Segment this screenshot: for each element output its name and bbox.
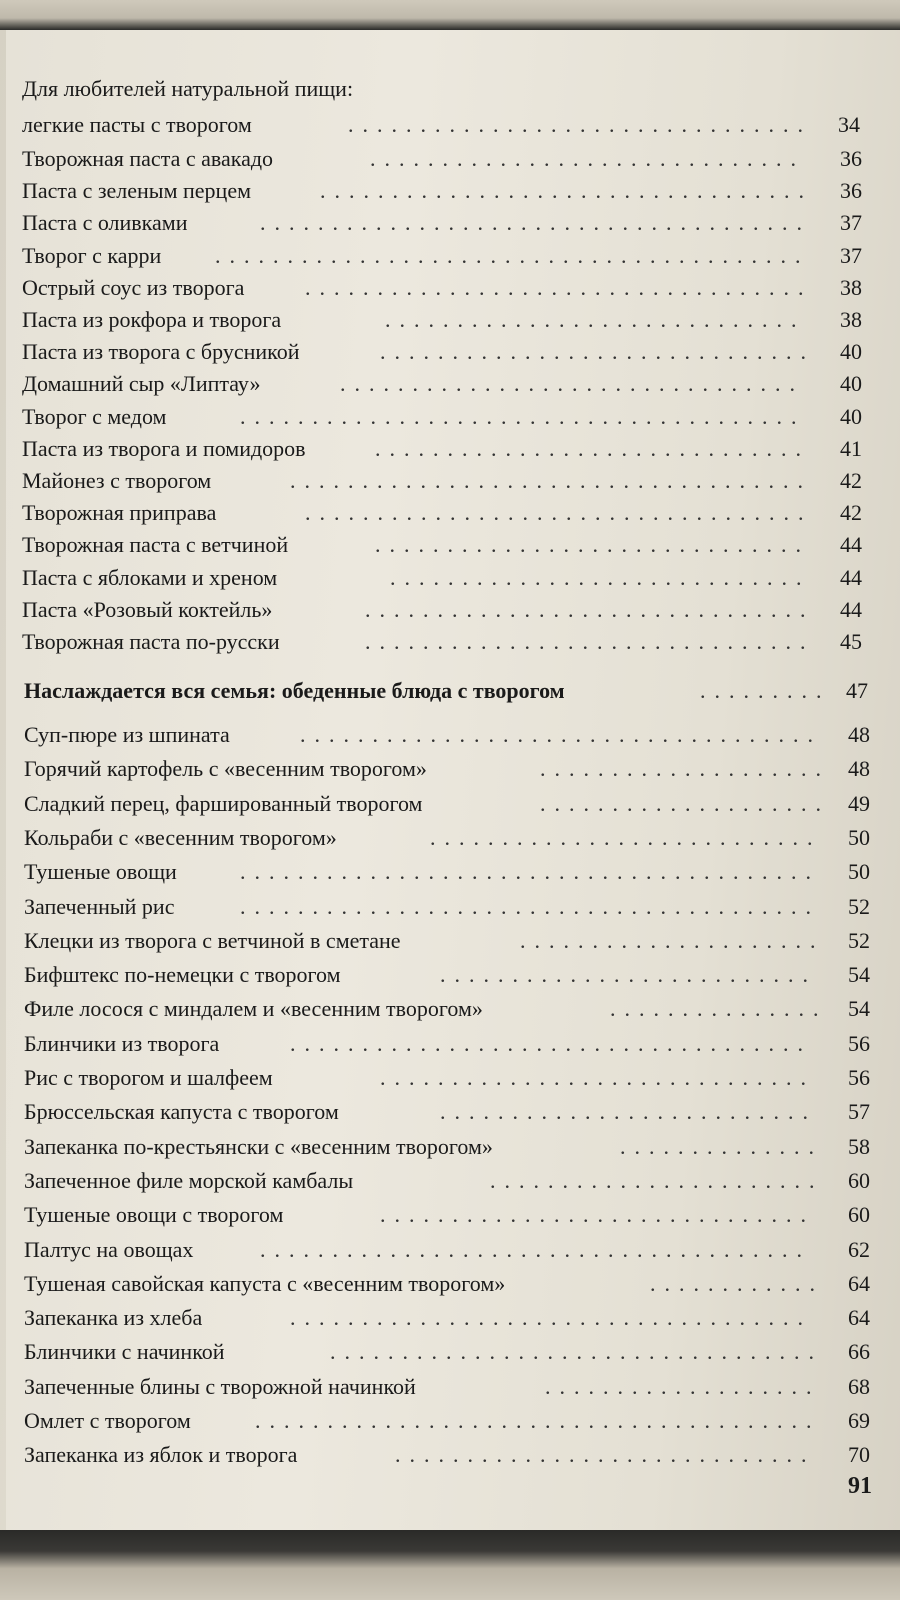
section-1-heading-line1-title: Для любителей натуральной пищи: [22,76,354,101]
toc-entry-page: 42 [840,500,862,525]
toc-entry-page: 48 [848,756,870,781]
leader-dots: ................................ [340,371,804,396]
toc-entry-title: Запеканка из яблок и творога [24,1442,298,1467]
toc-entry [0,625,900,659]
toc-entry [0,464,900,498]
leader-dots: .......................... [440,1099,817,1124]
toc-entry [0,174,900,208]
toc-entry [0,303,900,337]
toc-entry-title: Рис с творогом и шалфеем [24,1065,273,1090]
toc-entry [0,752,900,786]
toc-entry-title: Блинчики с начинкой [24,1339,225,1364]
toc-entry-page: 38 [840,275,862,300]
toc-entry-title: Творожная приправа [22,500,217,525]
toc-entry [0,890,900,924]
toc-entry-page: 50 [848,825,870,850]
toc-entry-title: Брюссельская капуста с творогом [24,1099,339,1124]
leader-dots: .................... [540,791,830,816]
toc-entry-page: 44 [840,565,862,590]
toc-entry [0,1438,900,1472]
toc-entry [0,1404,900,1438]
toc-entry-page: 62 [848,1237,870,1262]
toc-entry [0,593,900,627]
toc-entry-title: Филе лосося с миндалем и «весенним творогом» [24,996,483,1021]
section-2-heading-page: 47 [846,678,868,703]
leader-dots: .................... [540,756,830,781]
leader-dots: .................................... [290,1305,812,1330]
toc-entry-page: 56 [848,1031,870,1056]
leader-dots: ........................................ [240,894,820,919]
leader-dots: ......... [700,678,831,703]
toc-entry [0,271,900,305]
toc-entry [0,335,900,369]
toc-entry [0,1061,900,1095]
toc-entry-title: Бифштекс по-немецки с творогом [24,962,341,987]
toc-entry [0,1233,900,1267]
toc-entry-page: 38 [840,307,862,332]
leader-dots: .............. [620,1134,823,1159]
leader-dots: ....................................... [240,404,806,429]
toc-entry [0,1335,900,1369]
toc-entry-title: Творог с карри [22,243,162,268]
toc-entry-title: Запеченный рис [24,894,175,919]
leader-dots: ................................ [348,112,812,137]
toc-entry-page: 36 [840,146,862,171]
toc-entry-title: Паста из творога с брусникой [22,339,300,364]
toc-entry [0,718,900,752]
toc-entry [0,855,900,889]
toc-entry-page: 42 [840,468,862,493]
toc-entry-title: Творожная паста с ветчиной [22,532,289,557]
toc-entry [0,1198,900,1232]
toc-entry [0,496,900,530]
toc-entry [0,239,900,273]
toc-entry-page: 50 [848,859,870,884]
leader-dots: .......................... [440,962,817,987]
toc-entry-page: 64 [848,1305,870,1330]
leader-dots: ................................... [305,500,813,525]
leader-dots: ............................. [390,565,811,590]
toc-entry-page: 40 [840,339,862,364]
toc-entry-title: Домашний сыр «Липтау» [22,371,261,396]
section-1-heading-page: 34 [838,112,860,137]
leader-dots: ............................... [365,629,815,654]
leader-dots: ........................... [430,825,822,850]
toc-entry-title: Суп-пюре из шпината [24,722,230,747]
toc-entry-title: Омлет с творогом [24,1408,191,1433]
leader-dots: ......................................... [215,243,810,268]
toc-entry-title: Паста из творога и помидоров [22,436,306,461]
leader-dots: ............................... [365,597,815,622]
toc-entry [0,1027,900,1061]
toc-entry-title: Запеченные блины с творожной начинкой [24,1374,416,1399]
toc-entry [0,400,900,434]
toc-entry-title: Острый соус из творога [22,275,245,300]
page-number: 91 [848,1473,872,1499]
toc-entry-page: 52 [848,928,870,953]
toc-entry [0,1370,900,1404]
toc-entry-page: 58 [848,1134,870,1159]
leader-dots: ............... [610,996,828,1021]
toc-entry [0,1267,900,1301]
toc-entry [0,1130,900,1164]
toc-entry-title: Палтус на овощах [24,1237,194,1262]
toc-entry-page: 66 [848,1339,870,1364]
section-1-heading-title: легкие пасты с творогом [22,112,252,137]
leader-dots: ............................. [385,307,806,332]
leader-dots: .................................... [290,1031,812,1056]
toc-entry [0,821,900,855]
toc-entry [0,1164,900,1198]
toc-entry-title: Тушеные овощи с творогом [24,1202,284,1227]
toc-entry-page: 48 [848,722,870,747]
toc-entry-page: 69 [848,1408,870,1433]
toc-entry [0,206,900,240]
toc-entry [0,992,900,1026]
leader-dots: ............ [650,1271,824,1296]
leader-dots: .............................. [375,532,810,557]
toc-entry-title: Творожная паста по-русски [22,629,280,654]
toc-entry [0,924,900,958]
toc-entry-page: 37 [840,210,862,235]
toc-entry-title: Паста из рокфора и творога [22,307,282,332]
toc-entry-page: 40 [840,404,862,429]
toc-entry-title: Сладкий перец, фаршированный творогом [24,791,423,816]
leader-dots: .............................. [380,339,815,364]
toc-entry-title: Клецки из творога с ветчиной в сметане [24,928,401,953]
toc-entry-page: 54 [848,962,870,987]
toc-entry-title: Творожная паста с авакадо [22,146,274,171]
toc-entry-page: 56 [848,1065,870,1090]
toc-entry [0,787,900,821]
toc-entry-page: 54 [848,996,870,1021]
toc-entry-page: 60 [848,1202,870,1227]
toc-entry-page: 64 [848,1271,870,1296]
toc-entry-title: Паста «Розовый коктейль» [22,597,273,622]
leader-dots: ...................................... [260,210,811,235]
toc-entry [0,528,900,562]
toc-entry-title: Паста с зеленым перцем [22,178,252,203]
toc-entry [0,958,900,992]
toc-entry-page: 49 [848,791,870,816]
toc-entry-title: Запеканка из хлеба [24,1305,203,1330]
leader-dots: ............................. [395,1442,816,1467]
toc-entry [0,367,900,401]
leader-dots: .............................. [370,146,805,171]
toc-entry-title: Паста с яблоками и хреном [22,565,278,590]
toc-entry-title: Паста с оливками [22,210,188,235]
toc-entry-title: Тушеная савойская капуста с «весенним творогом» [24,1271,506,1296]
leader-dots: ................................... [305,275,813,300]
toc-entry-page: 57 [848,1099,870,1124]
toc-entry-page: 68 [848,1374,870,1399]
leader-dots: ........................................ [240,859,820,884]
leader-dots: ..................... [520,928,825,953]
toc-entry-title: Горячий картофель с «весенним творогом» [24,756,427,781]
leader-dots: ....................... [490,1168,824,1193]
leader-dots: .................................. [320,178,813,203]
toc-entry-page: 44 [840,532,862,557]
toc-entry [0,1095,900,1129]
leader-dots: ...................................... [260,1237,811,1262]
leader-dots: .................................... [290,468,812,493]
leader-dots: ................... [545,1374,821,1399]
section-1-heading [0,108,900,142]
toc-entry-title: Запеченное филе морской камбалы [24,1168,354,1193]
toc-entry-page: 60 [848,1168,870,1193]
toc-entry-page: 70 [848,1442,870,1467]
page-bottom-edge [0,1530,900,1600]
section-1-heading-line1 [0,72,900,106]
leader-dots: .............................. [380,1202,815,1227]
toc-entry-page: 36 [840,178,862,203]
toc-entry-page: 52 [848,894,870,919]
leader-dots: .............................. [380,1065,815,1090]
leader-dots: ....................................... [255,1408,821,1433]
toc-entry-page: 41 [840,436,862,461]
toc-entry [0,1301,900,1335]
page-top-edge [0,0,900,30]
toc-entry-page: 44 [840,597,862,622]
section-2-heading [0,674,900,708]
toc-entry-page: 37 [840,243,862,268]
leader-dots: .................................. [330,1339,823,1364]
toc-entry-title: Тушеные овощи [24,859,177,884]
toc-entry-title: Запеканка по-крестьянски с «весенним творогом» [24,1134,493,1159]
toc-entry-title: Майонез с творогом [22,468,212,493]
toc-entry-title: Кольраби с «весенним творогом» [24,825,337,850]
toc-entry-title: Творог с медом [22,404,167,429]
leader-dots: .............................. [375,436,810,461]
toc-entry [0,561,900,595]
leader-dots: .................................... [300,722,822,747]
section-2-heading-title: Наслаждается вся семья: обеденные блюда с творогом [24,678,565,703]
toc-entry-page: 45 [840,629,862,654]
toc-entry-title: Блинчики из творога [24,1031,220,1056]
toc-entry [0,432,900,466]
toc-entry-page: 40 [840,371,862,396]
toc-entry [0,142,900,176]
